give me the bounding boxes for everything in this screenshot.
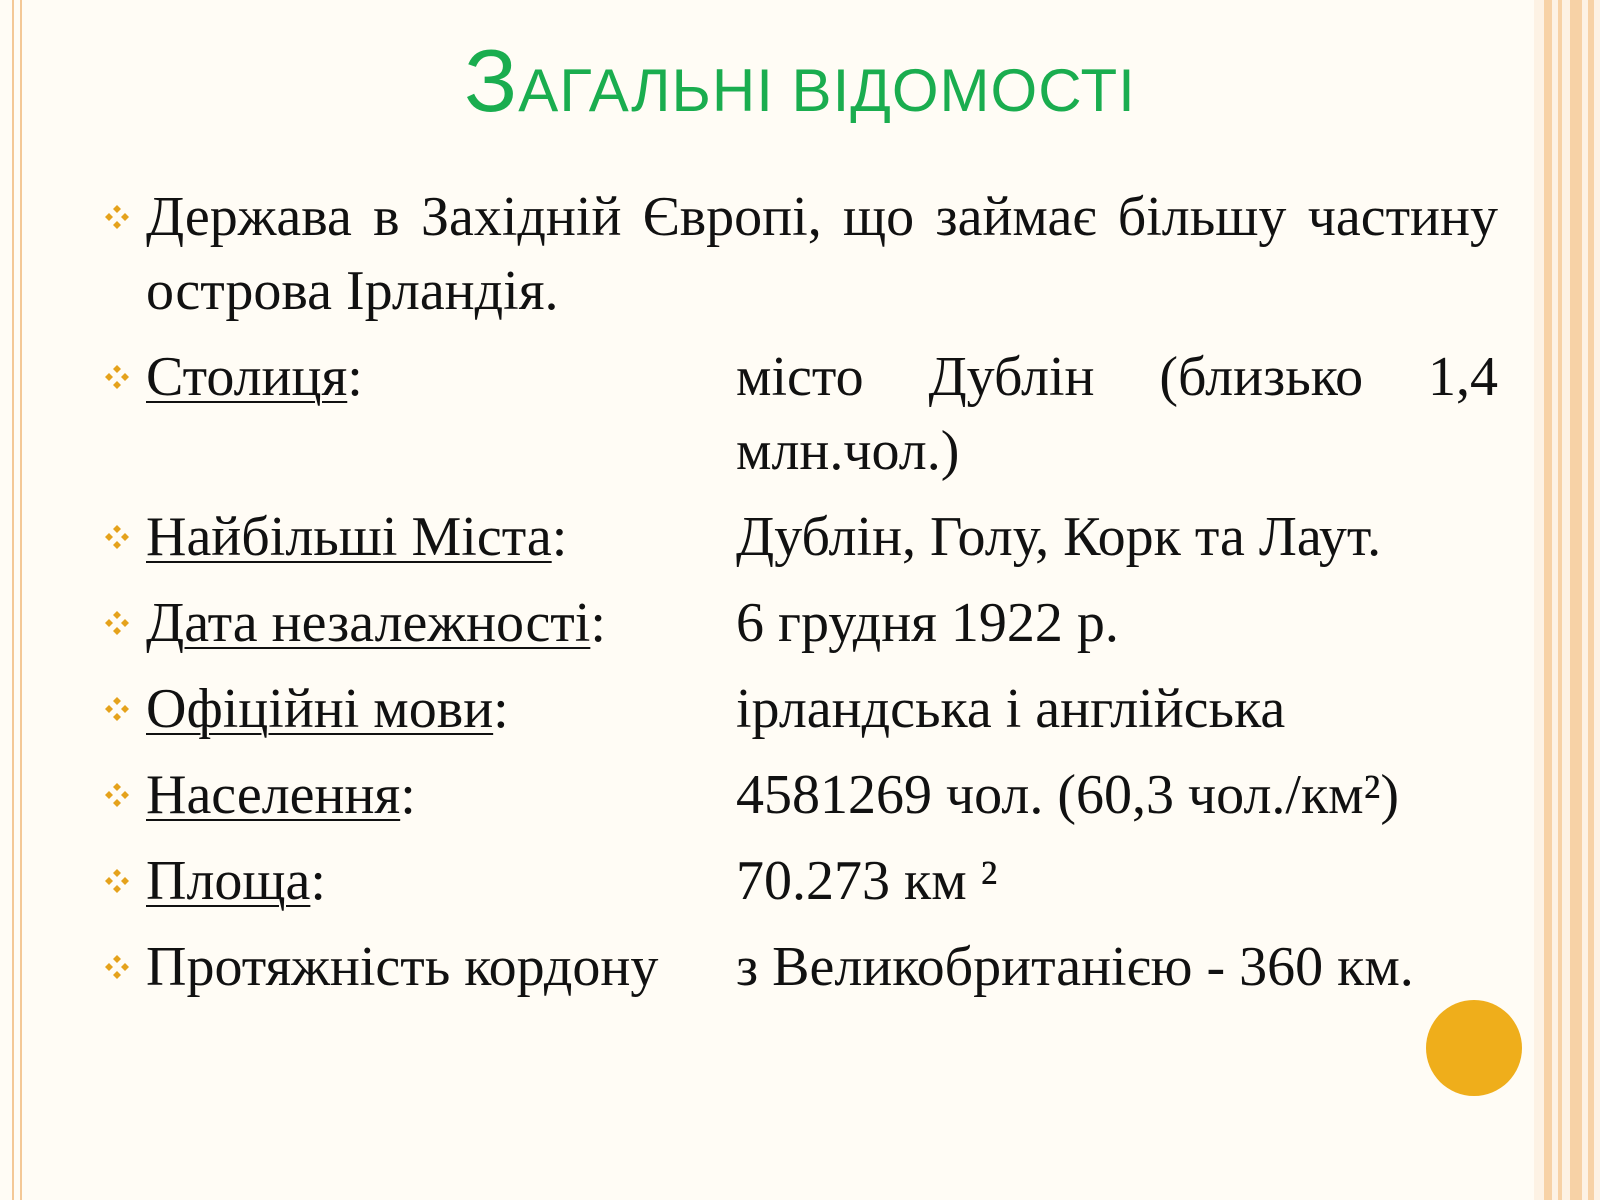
title-rest: АГАЛЬНІ ВІДОМОСТІ [518, 57, 1136, 124]
fact-label [146, 844, 736, 918]
fact-label-text: Площа [146, 850, 311, 912]
fact-label [146, 586, 736, 660]
four-diamond-bullet-icon [102, 362, 132, 392]
fact-label-text: Столиця [146, 346, 348, 408]
fact-value: ірландська і англійська [736, 678, 1286, 740]
left-decorative-stripe [12, 0, 22, 1200]
fact-item [98, 844, 1498, 918]
fact-label-text: Офіційні мови [146, 678, 494, 740]
fact-item [98, 930, 1498, 1004]
fact-value: 4581269 чол. (60,3 чол./км²) [736, 764, 1400, 826]
fact-colon: : [551, 506, 568, 568]
fact-colon: : [590, 592, 606, 654]
fact-colon: : [400, 764, 416, 826]
four-diamond-bullet-icon [102, 866, 132, 896]
fact-list [98, 180, 1498, 1016]
fact-item [98, 586, 1498, 660]
right-stripe-band [1544, 0, 1552, 1200]
fact-label [146, 340, 736, 488]
right-stripe-band [1558, 0, 1562, 1200]
four-diamond-bullet-icon [102, 780, 132, 810]
orange-circle-decoration [1426, 1000, 1522, 1096]
fact-colon: : [493, 678, 509, 740]
right-decorative-stripes [1534, 0, 1600, 1200]
fact-colon: : [310, 850, 326, 912]
fact-item [98, 500, 1498, 574]
fact-value: 6 грудня 1922 р. [736, 592, 1119, 654]
fact-value: Дублін, Голу, Корк та Лаут. [736, 506, 1382, 568]
slide-title [0, 28, 1600, 134]
fact-value: 70.273 км ² [736, 850, 998, 912]
right-stripe-band [1570, 0, 1582, 1200]
fact-label-text: Найбільші Міста [146, 506, 552, 568]
four-diamond-bullet-icon [102, 694, 132, 724]
fact-label-text: Дата незалежності [146, 592, 591, 654]
fact-label [146, 672, 736, 746]
fact-item [98, 340, 1498, 488]
four-diamond-bullet-icon [102, 522, 132, 552]
title-initial: З [464, 31, 519, 130]
fact-label [146, 758, 736, 832]
fact-value: з Великобританією - 360 км. [736, 936, 1414, 998]
fact-colon: : [347, 346, 363, 408]
fact-label [146, 500, 736, 574]
fact-label [146, 930, 736, 1004]
four-diamond-bullet-icon [102, 202, 132, 232]
right-stripe-band [1588, 0, 1594, 1200]
fact-label-text: Протяжність кордону [146, 936, 659, 998]
fact-item [98, 672, 1498, 746]
fact-label-text: Населення [146, 764, 401, 826]
intro-item [98, 180, 1498, 328]
intro-text: Держава в Західній Європі, що займає більшу частину острова Ірландія. [146, 186, 1498, 322]
fact-item [98, 758, 1498, 832]
fact-value: місто Дублін (близько 1,4 млн.чол.) [736, 346, 1498, 482]
four-diamond-bullet-icon [102, 952, 132, 982]
four-diamond-bullet-icon [102, 608, 132, 638]
